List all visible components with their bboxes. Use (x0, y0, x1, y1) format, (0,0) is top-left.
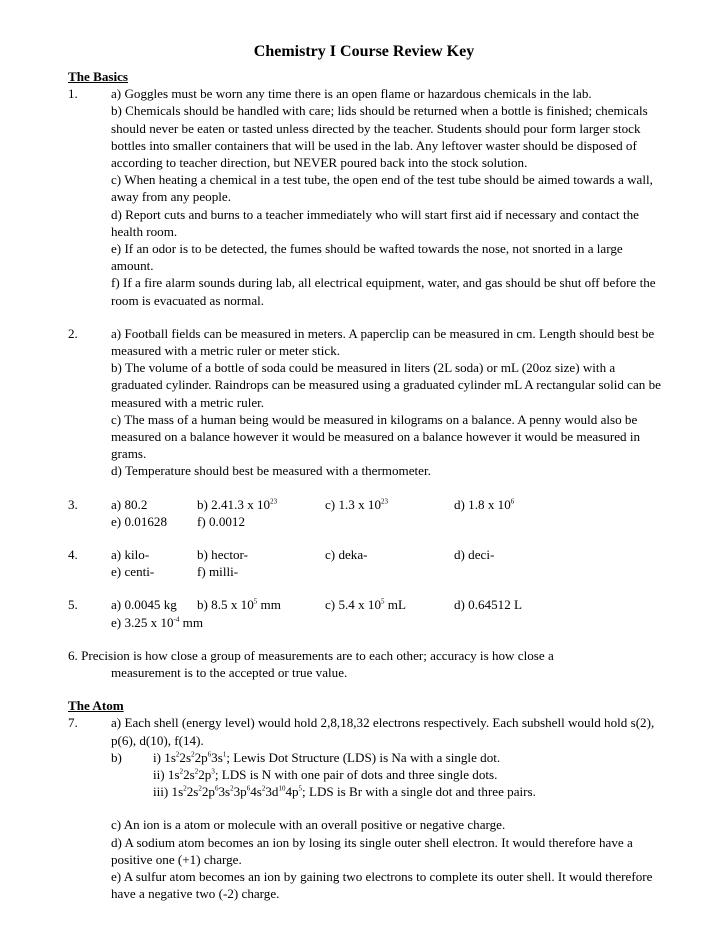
electron-count: 1 (222, 750, 227, 759)
answer-row (111, 496, 664, 513)
question-number: 7. (68, 715, 78, 731)
answer-5a: a) 0.0045 kg (111, 597, 177, 613)
config-bromine: iii) $1s^22s^22p^63s^23p^64s^23d^{10}4p^5$; LDS is Br with a single dot and three pairs. (153, 784, 536, 800)
answer-1b: b) Chemicals should be handled with care; lids should be returned when a bottle is finished; chemicals should never be eaten or tasted unless directed by the teacher. Students should pour form larger stock bottles into smaller containers that will be used in the lab. Any leftover waster should be disposed of according to teacher direction, but NEVER poured back into the stock solution. (111, 103, 648, 171)
answer-7d: d) A sodium atom becomes an ion by losing its single outer shell electron. It would therefore have a positive one (+1) charge. (111, 834, 633, 867)
answer-4d: d) deci- (454, 547, 495, 563)
electron-configuration: $^22s^22p^3$ (179, 767, 215, 783)
config-sodium: i) $1s^22s^22p^63s^1$; Lewis Dot Structure (LDS) is Na with a single dot. (153, 749, 501, 765)
question-3 (68, 496, 664, 530)
electron-count: 6 (207, 750, 212, 759)
answer-7b (111, 749, 664, 801)
answer-1e: e) If an odor is to be detected, the fumes should be wafted towards the nose, not snorted in a large amount. (111, 241, 623, 274)
electron-count: 10 (278, 784, 286, 793)
answer-6-line2: measurement is to the accepted or true value. (111, 665, 348, 680)
answer-3e: e) 0.01628 (111, 513, 168, 529)
answer-4c: c) deka- (325, 547, 368, 563)
answer-5d: d) 0.64512 L (454, 597, 523, 613)
answer-2c: c) The mass of a human being would be measured in kilograms on a balance. A penny would also be measured on a balance however it would be measured on a balance however it would be measured in grams. (111, 411, 641, 462)
question-7 (68, 714, 664, 902)
electron-count: 2 (230, 784, 234, 793)
answer-5e: e) 3.25 x $10^{-4}$ mm (111, 614, 204, 630)
answer-2b: b) The volume of a bottle of soda could be measured in liters (2L soda) or mL (20oz size) with a graduated cylinder. Raindrops can be measured using a graduated cylinder mL A rectangular solid can be measured with a metric ruler. (111, 360, 661, 410)
answer-4b: b) hector- (197, 547, 248, 563)
question-number: 3. (68, 496, 78, 512)
answer-1d: d) Report cuts and burns to a teacher immediately who will start first aid if necessary and contact the health room. (111, 206, 639, 239)
answer-row (111, 614, 664, 631)
answer-7c: c) An ion is a atom or molecule with an overall positive or negative charge. (111, 817, 506, 833)
answer-3c: c) 1.3 x $10^{23}$ (325, 496, 389, 512)
question-5 (68, 596, 664, 630)
question-number: 4. (68, 547, 78, 563)
answer-3a: a) 80.2 (111, 496, 148, 512)
answer-5c: c) 5.4 x $10^5$ mL (325, 597, 406, 613)
page-title: Chemistry I Course Review Key (253, 43, 475, 60)
answer-row (111, 596, 664, 613)
answer-2a: a) Football fields can be measured in meters. A paperclip can be measured in cm. Length should best be measured with a metric ruler or meter stick. (111, 325, 655, 359)
answer-7b-label: b) (111, 749, 122, 765)
question-number: 1. (68, 86, 78, 102)
answer-1a: a) Goggles must be worn any time there is an open flame or hazardous chemicals in the lab. (111, 86, 592, 102)
electron-count: 2 (194, 767, 199, 776)
answer-3d: d) 1.8 x $10^6$ (454, 496, 515, 512)
answer-row (111, 546, 664, 563)
answer-3f: f) 0.0012 (197, 513, 246, 529)
question-1 (68, 85, 664, 309)
document-body (68, 68, 664, 902)
answer-3b: b) 2.41.3 x $10^{23}$ (197, 496, 278, 512)
question-6 (68, 647, 664, 681)
answer-7e: e) A sulfur atom becomes an ion by gaining two electrons to complete its outer shell. It would therefore have a negative two (-2) charge. (111, 869, 653, 902)
answer-row (111, 563, 664, 580)
electron-count: 6 (214, 784, 219, 793)
question-number: 2. (68, 325, 78, 341)
answer-row (111, 513, 664, 530)
answer-4f: f) milli- (197, 564, 239, 580)
answer-4a: a) kilo- (111, 547, 150, 563)
section-heading-atom: The Atom (68, 698, 124, 714)
electron-count: 6 (246, 784, 251, 793)
answer-2d: d) Temperature should best be measured with a thermometer. (111, 463, 431, 479)
section-heading-basics: The Basics (68, 69, 129, 84)
answer-5b: b) 8.5 x $10^5$ mm (197, 597, 281, 613)
question-2 (68, 325, 664, 480)
question-4 (68, 546, 664, 580)
answer-6-line1: 6. Precision is how close a group of measurements are to each other; accuracy is how close a (68, 647, 554, 663)
config-nitrogen: ii) $1s^22s^22p^3$; LDS is N with one pair of dots and three single dots. (153, 767, 498, 783)
electron-count: 3 (211, 767, 215, 776)
electron-count: 2 (191, 750, 195, 759)
electron-configuration: $^22s^22p^63s^1$ (175, 749, 227, 765)
answer-7a: a) Each shell (energy level) would hold 2,8,18,32 electrons respectively. Each subshell would hold s(2), p(6), d(10), f(14). (111, 715, 655, 748)
electron-count: 2 (175, 750, 180, 759)
electron-count: 2 (261, 784, 266, 793)
electron-configuration: $^22s^22p^63s^23p^64s^23d^{10}4p^5$ (183, 784, 303, 800)
electron-count: 2 (183, 784, 187, 793)
question-number: 5. (68, 597, 78, 613)
answer-1c: c) When heating a chemical in a test tube, the open end of the test tube should be aimed towards a wall, away from any people. (111, 172, 653, 205)
electron-count: 5 (298, 784, 303, 793)
electron-count: 2 (198, 784, 202, 793)
answer-4e: e) centi- (111, 564, 155, 580)
answer-1f: f) If a fire alarm sounds during lab, all electrical equipment, water, and gas should be shut off before the room is evacuated as normal. (111, 275, 656, 308)
electron-count: 2 (179, 767, 184, 776)
